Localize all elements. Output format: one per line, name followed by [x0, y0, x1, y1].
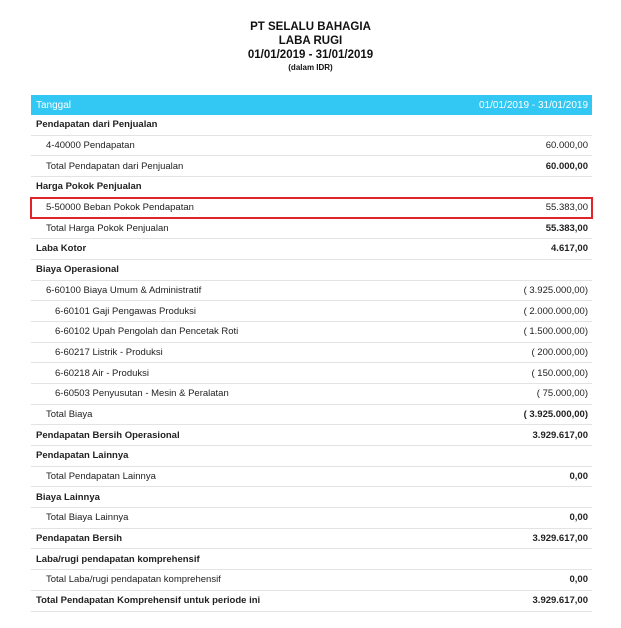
account-row-highlighted[interactable]: [31, 198, 592, 219]
account-row[interactable]: [31, 384, 592, 405]
total-row: [31, 218, 592, 239]
column-date: Tanggal: [36, 99, 72, 111]
label-cell: 6-60503 Penyusutan - Mesin & Peralatan: [55, 388, 229, 400]
account-row[interactable]: [31, 281, 592, 302]
company-name: PT SELALU BAHAGIA: [250, 21, 371, 33]
table-header: [31, 95, 592, 115]
account-row[interactable]: [31, 322, 592, 343]
label-cell: Laba Kotor: [36, 243, 87, 255]
account-row[interactable]: [31, 301, 592, 322]
section-sales-revenue: [31, 115, 592, 136]
amount-cell: 3.929.617,00: [532, 429, 588, 441]
amount-cell: 55.383,00: [545, 222, 588, 234]
label-cell: Total Biaya: [46, 408, 93, 420]
total-row: [31, 508, 592, 529]
label-cell: Total Pendapatan Lainnya: [46, 471, 156, 483]
account-row[interactable]: [31, 136, 592, 157]
section-comprehensive: [31, 549, 592, 570]
section-operating-expenses: [31, 260, 592, 281]
label-cell: Biaya Lainnya: [36, 491, 100, 503]
report-header: [0, 0, 621, 73]
label-cell: Pendapatan Bersih Operasional: [36, 429, 180, 441]
amount-cell: 3.929.617,00: [532, 533, 588, 545]
label-cell: 6-60101 Gaji Pengawas Produksi: [55, 305, 197, 317]
label-cell: Total Biaya Lainnya: [46, 512, 129, 524]
label-cell: 5-50000 Beban Pokok Pendapatan: [46, 202, 194, 214]
label-cell: 6-60102 Upah Pengolah dan Pencetak Roti: [55, 326, 239, 338]
label-cell: Laba/rugi pendapatan komprehensif: [36, 553, 200, 565]
currency-unit: (dalam IDR): [288, 63, 333, 72]
amount-cell: 0,00: [569, 471, 588, 483]
amount-cell: ( 150.000,00): [531, 367, 588, 379]
label-cell: 6-60217 Listrik - Produksi: [55, 346, 163, 358]
total-row: [31, 467, 592, 488]
amount-cell: 55.383,00: [545, 202, 588, 214]
amount-cell: 0,00: [569, 512, 588, 524]
amount-cell: 4.617,00: [551, 243, 588, 255]
label-cell: Total Pendapatan Komprehensif untuk periode ini: [36, 595, 261, 607]
label-cell: 4-40000 Pendapatan: [46, 140, 135, 152]
account-row[interactable]: [31, 363, 592, 384]
label-cell: Pendapatan dari Penjualan: [36, 119, 158, 131]
net-income-row: [31, 529, 592, 550]
amount-cell: ( 200.000,00): [531, 346, 588, 358]
total-comprehensive-row: [31, 591, 592, 612]
net-operating-income-row: [31, 425, 592, 446]
label-cell: 6-60100 Biaya Umum & Administratif: [46, 284, 202, 296]
account-row[interactable]: [31, 343, 592, 364]
section-other-income: [31, 446, 592, 467]
report-period: 01/01/2019 - 31/01/2019: [247, 49, 374, 61]
label-cell: Biaya Operasional: [36, 264, 119, 276]
income-statement-table: [31, 95, 592, 612]
amount-cell: ( 3.925.000,00): [523, 284, 588, 296]
amount-cell: ( 75.000,00): [536, 388, 588, 400]
total-row: [31, 570, 592, 591]
total-row: [31, 156, 592, 177]
column-period: 01/01/2019 - 31/01/2019: [479, 99, 588, 111]
label-cell: Pendapatan Bersih: [36, 533, 123, 545]
label-cell: Pendapatan Lainnya: [36, 450, 129, 462]
amount-cell: ( 1.500.000,00): [523, 326, 588, 338]
amount-cell: ( 2.000.000,00): [523, 305, 588, 317]
label-cell: Total Laba/rugi pendapatan komprehensif: [46, 574, 221, 586]
amount-cell: 60.000,00: [545, 140, 588, 152]
amount-cell: 0,00: [569, 574, 588, 586]
label-cell: Total Pendapatan dari Penjualan: [46, 160, 184, 172]
amount-cell: 60.000,00: [545, 160, 588, 172]
label-cell: Total Harga Pokok Penjualan: [46, 222, 169, 234]
label-cell: Harga Pokok Penjualan: [36, 181, 142, 193]
label-cell: 6-60218 Air - Produksi: [55, 367, 149, 379]
amount-cell: ( 3.925.000,00): [523, 408, 588, 420]
total-row: [31, 405, 592, 426]
section-cogs: [31, 177, 592, 198]
section-other-expenses: [31, 487, 592, 508]
report-title: LABA RUGI: [278, 35, 343, 47]
gross-profit-row: [31, 239, 592, 260]
amount-cell: 3.929.617,00: [532, 595, 588, 607]
